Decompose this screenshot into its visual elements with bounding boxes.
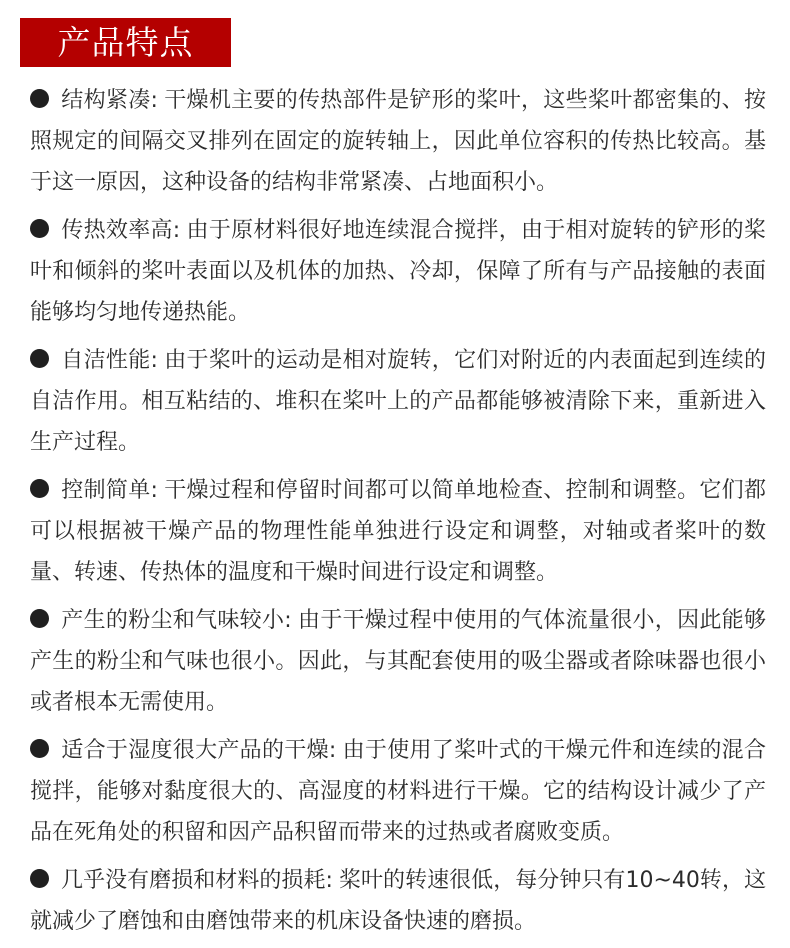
feature-body: 干燥机主要的传热部件是铲形的桨叶，这些桨叶都密集的、按照规定的间隔交叉排列在固定的旋转轴上，因此单位容积的传热比较高。基于这一原因，这种设备的结构非常紧凑、占地面积小。 [30, 88, 766, 195]
bullet-icon [30, 219, 49, 238]
bullet-icon [30, 349, 49, 368]
feature-separator: : [150, 88, 158, 113]
bullet-icon [30, 739, 49, 758]
feature-title: 控制简单 [61, 478, 151, 503]
feature-item-compact-structure [30, 80, 766, 203]
feature-title: 传热效率高 [61, 218, 173, 243]
feature-separator: : [325, 868, 333, 893]
feature-title: 几乎没有磨损和材料的损耗 [61, 868, 326, 893]
feature-body: 由于干燥过程中使用的气体流量很小，因此能够产生的粉尘和气味也很小。因此，与其配套使用的吸尘器或者除味器也很小或者根本无需使用。 [30, 608, 766, 715]
feature-item-low-wear [30, 860, 766, 942]
feature-title: 产生的粉尘和气味较小 [61, 608, 285, 633]
bullet-icon [30, 609, 49, 628]
feature-title: 自洁性能 [61, 348, 151, 373]
feature-body: 由于原材料很好地连续混合搅拌，由于相对旋转的铲形的桨叶和倾斜的桨叶表面以及机体的加热、冷却，保障了所有与产品接触的表面能够均匀地传递热能。 [30, 218, 766, 325]
feature-item-simple-control [30, 470, 766, 593]
feature-body: 桨叶的转速很低，每分钟只有10~40转，这就减少了磨蚀和由磨蚀带来的机床设备快速的磨损。 [30, 868, 766, 934]
feature-separator: : [150, 478, 158, 503]
feature-body: 由于桨叶的运动是相对旋转，它们对附近的内表面起到连续的自洁作用。相互粘结的、堆积在桨叶上的产品都能够被清除下来，重新进入生产过程。 [30, 348, 766, 455]
feature-separator: : [284, 608, 292, 633]
feature-item-high-humidity-drying [30, 730, 766, 853]
feature-separator: : [328, 738, 337, 763]
bullet-icon [30, 869, 49, 888]
feature-separator: : [150, 348, 158, 373]
section-header [20, 18, 231, 67]
feature-body: 由于使用了桨叶式的干燥元件和连续的混合搅拌，能够对黏度很大的、高湿度的材料进行干燥。它的结构设计减少了产品在死角处的积留和因产品积留而带来的过热或者腐败变质。 [30, 738, 766, 845]
bullet-icon [30, 89, 49, 108]
feature-title: 结构紧凑 [61, 88, 151, 113]
feature-item-low-dust-odor [30, 600, 766, 723]
feature-item-heat-efficiency [30, 210, 766, 333]
feature-item-self-cleaning [30, 340, 766, 463]
feature-body: 干燥过程和停留时间都可以简单地检查、控制和调整。它们都可以根据被干燥产品的物理性能单独进行设定和调整，对轴或者桨叶的数量、转速、传热体的温度和干燥时间进行设定和调整。 [30, 478, 766, 585]
section-title: 产品特点 [57, 23, 194, 62]
feature-title: 适合于湿度很大产品的干燥 [61, 738, 329, 763]
bullet-icon [30, 479, 49, 498]
feature-separator: : [172, 218, 181, 243]
